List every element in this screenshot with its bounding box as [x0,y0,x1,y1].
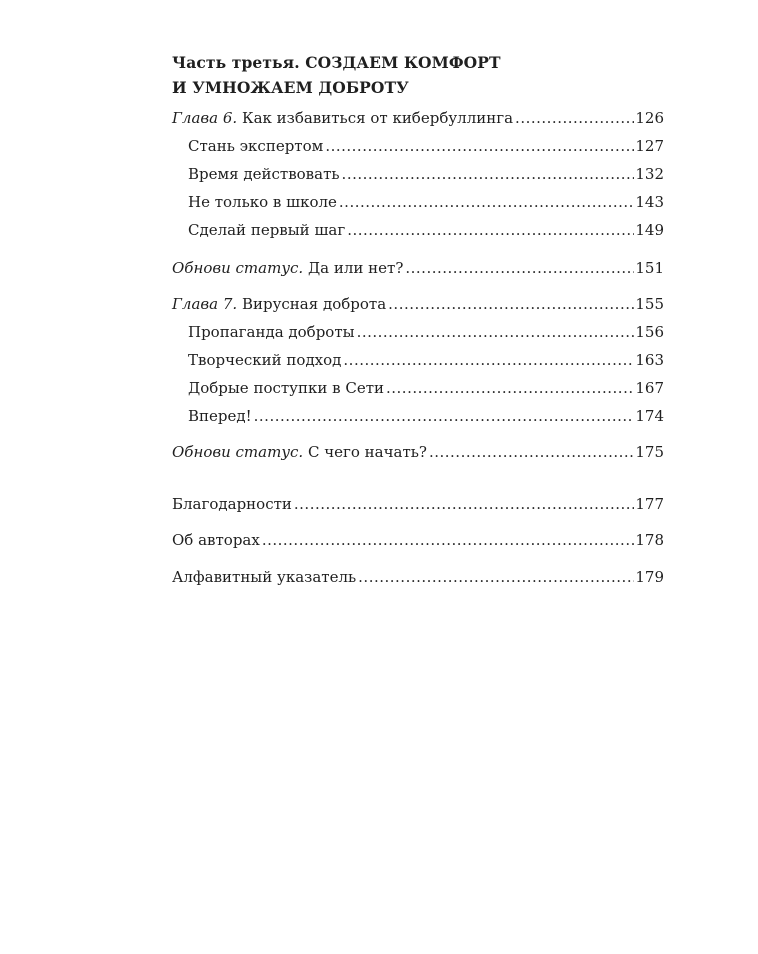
part-title-line1: Часть третья. СОЗДАЕМ КОМФОРТ [172,53,501,72]
dot-leader [325,136,634,156]
toc-entry-label [172,442,429,462]
page-number: 155 [635,295,664,313]
toc-entry-chapter7[interactable] [172,294,664,314]
section-title: Время действовать [188,165,340,183]
page-number: 174 [635,407,664,425]
section-title: Не только в школе [188,193,337,211]
dot-leader [358,567,634,587]
page-number: 177 [635,495,664,513]
dot-leader [254,406,635,426]
toc-entry-ch7-section4[interactable] [188,406,664,426]
status-prefix: Обнови статус. [172,259,304,277]
page-number: 167 [635,379,664,397]
toc-entry-ch7-section2[interactable] [188,350,664,370]
toc-entry-status1[interactable] [172,258,664,278]
toc-entry-ch6-section4[interactable] [188,220,664,240]
toc-entry-authors[interactable] [172,530,664,550]
page-number: 143 [635,193,664,211]
chapter-title: Вирусная доброта [237,295,387,313]
page-number: 175 [635,443,664,461]
toc-entry-chapter6[interactable] [172,108,664,128]
toc-entry-ch7-section3[interactable] [188,378,664,398]
section-title: Стань экспертом [188,137,324,155]
page-number: 127 [635,137,664,155]
dot-leader [515,108,634,128]
page-number: 156 [635,323,664,341]
chapter-prefix: Глава 7. [172,295,238,313]
dot-leader [342,164,635,184]
toc-entry-label [172,108,515,128]
toc-entry-ch6-section1[interactable] [188,136,664,156]
entry-title: Благодарности [172,495,292,513]
page-number: 178 [635,531,664,549]
dot-leader [262,530,635,550]
page-number: 149 [635,221,664,239]
chapter-prefix: Глава 6. [172,109,238,127]
dot-leader [357,322,635,342]
part-title-line2: И УМНОЖАЕМ ДОБРОТУ [172,78,409,97]
page-number: 132 [635,165,664,183]
dot-leader [386,378,634,398]
page-number: 179 [635,568,664,586]
section-title: Творческий подход [188,351,342,369]
dot-leader [339,192,634,212]
section-title: Добрые поступки в Сети [188,379,384,397]
dot-leader [388,294,634,314]
dot-leader [343,350,634,370]
chapter-title: Как избавиться от кибербуллинга [237,109,514,127]
status-title: Да или нет? [303,259,404,277]
page-number: 163 [635,351,664,369]
toc-entry-status2[interactable] [172,442,664,462]
toc-entry-index[interactable] [172,567,664,587]
toc-entry-label [172,258,405,278]
section-title: Пропаганда доброты [188,323,355,341]
entry-title: Алфавитный указатель [172,568,357,586]
dot-leader [294,494,634,514]
toc-entry-label [172,294,388,314]
section-title: Сделай первый шаг [188,221,346,239]
toc-entry-thanks[interactable] [172,494,664,514]
toc-entry-ch7-section1[interactable] [188,322,664,342]
status-title: С чего начать? [303,443,427,461]
entry-title: Об авторах [172,531,260,549]
toc-entry-ch6-section3[interactable] [188,192,664,212]
dot-leader [405,258,634,278]
dot-leader [429,442,634,462]
toc-entry-ch6-section2[interactable] [188,164,664,184]
status-prefix: Обнови статус. [172,443,304,461]
page-number: 126 [635,109,664,127]
dot-leader [347,220,634,240]
page-number: 151 [635,259,664,277]
section-title: Вперед! [188,407,252,425]
part-heading [172,50,652,100]
